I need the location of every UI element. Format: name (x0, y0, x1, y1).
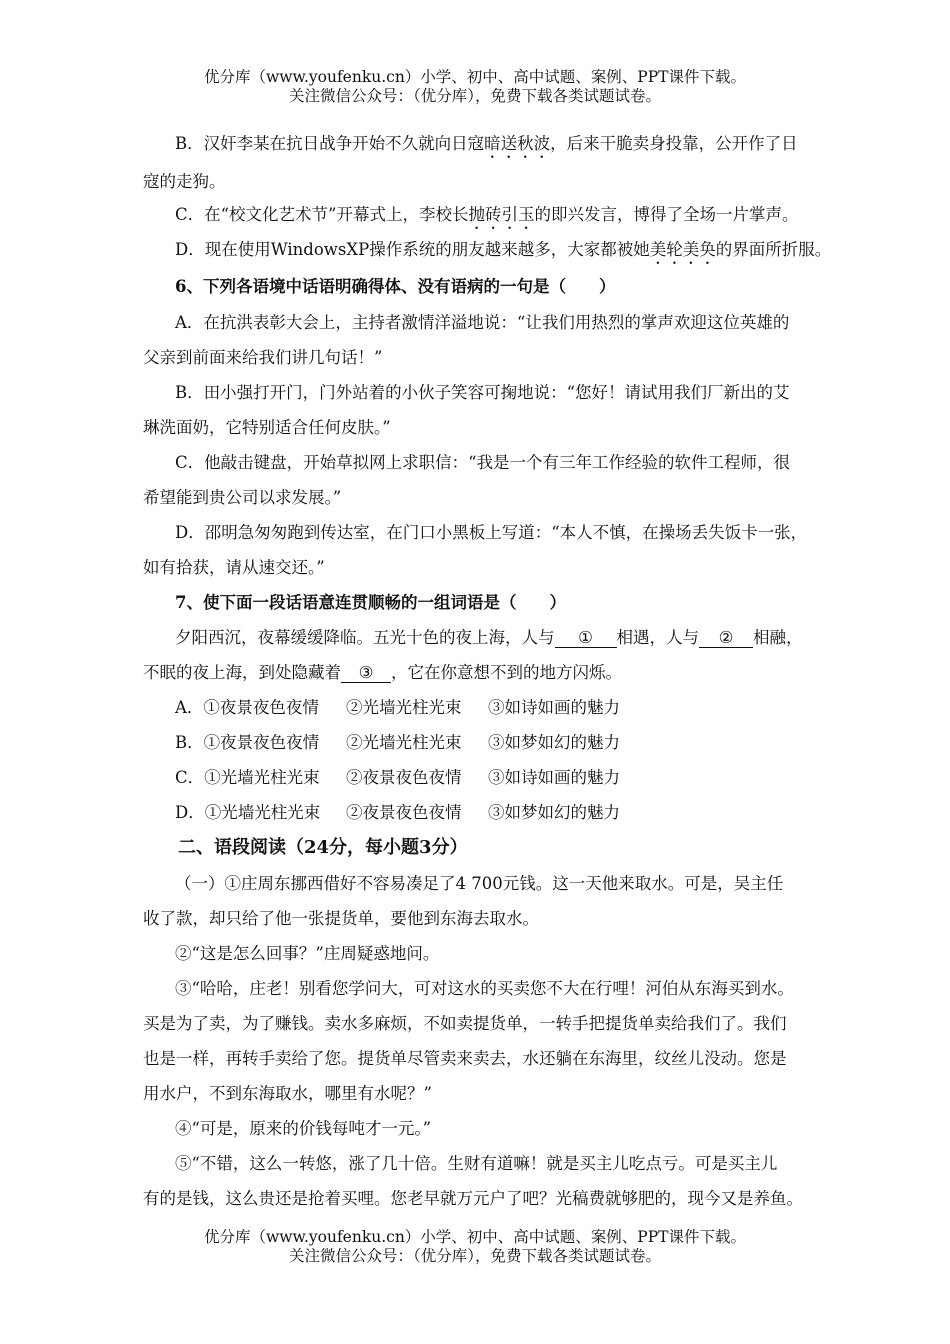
passage-para-4: ④“可是，原来的价钱每吨才一元。” (175, 1119, 432, 1138)
q6-option-d: D．邵明急匆匆跑到传达室，在门口小黑板上写道：“本人不慎，在操场丢失饭卡一张， (175, 523, 808, 542)
q6-option-b-cont: 琳洗面奶，它特别适合任何皮肤。” (143, 418, 391, 437)
blank-3: ③ (341, 663, 391, 683)
page-footer (0, 1228, 950, 1266)
passage-para-3: ③“哈哈，庄老！别看您学问大，可对这水的买卖您不大在行哩！河伯从东海买到水。 (175, 979, 794, 998)
footer-line-1: 优分库（www.youfenku.cn）小学、初中、高中试题、案例、PPT课件下载。 (203, 1228, 747, 1246)
q6-option-d-cont: 如有拾获，请从速交还。” (143, 558, 325, 577)
blank-2: ② (699, 628, 753, 648)
dotted-idiom: 美轮美奂 (649, 240, 716, 259)
section-2-title: 二、语段阅读（24分，每小题3分） (178, 837, 468, 858)
q5-option-b: B．汉奸李某在抗日战争开始不久就向日寇暗送秋波，后来干脆卖身投靠，公开作了日 (175, 134, 798, 153)
passage-para-3-cont-3: 用水户，不到东海取水，哪里有水呢？” (143, 1084, 432, 1103)
q6-option-c: C．他敲击键盘，开始草拟网上求职信：“我是一个有三年工作经验的软件工程师，很 (175, 453, 791, 472)
q6-option-c-cont: 希望能到贵公司以求发展。” (143, 488, 342, 507)
q5-option-d: D．现在使用WindowsXP操作系统的朋友越来越多，大家都被她美轮美奂的界面所折服。 (175, 240, 832, 259)
q6-stem: 6、下列各语境中话语明确得体、没有语病的一句是（ ） (175, 277, 616, 296)
q7-option-a: A．①夜景夜色夜情 ②光墙光柱光束 ③如诗如画的魅力 (175, 698, 620, 717)
passage-para-2: ②“这是怎么回事？”庄周疑惑地问。 (175, 944, 440, 963)
q6-option-b: B．田小强打开门，门外站着的小伙子笑容可掬地说：“您好！请试用我们厂新出的艾 (175, 383, 790, 402)
q7-passage-line-2: 不眠的夜上海，到处隐藏着 ③ ，它在你意想不到的地方闪烁。 (143, 663, 622, 682)
header-line-1: 优分库（www.youfenku.cn）小学、初中、高中试题、案例、PPT课件下载。 (203, 68, 747, 86)
q5-option-c: C．在“校文化艺术节”开幕式上，李校长抛砖引玉的即兴发言，博得了全场一片掌声。 (175, 205, 799, 224)
q7-passage-line-1: 夕阳西沉，夜幕缓缓降临。五光十色的夜上海，人与 ① 相遇，人与 ② 相融， (175, 628, 803, 647)
q7-option-c: C．①光墙光柱光束 ②夜景夜色夜情 ③如诗如画的魅力 (175, 768, 620, 787)
footer-line-2: 关注微信公众号：（优分库），免费下载各类试题试卷。 (288, 1247, 661, 1265)
q5-option-b-cont: 寇的走狗。 (143, 172, 226, 191)
q7-option-d: D．①光墙光柱光束 ②夜景夜色夜情 ③如梦如幻的魅力 (175, 803, 620, 822)
blank-1: ① (555, 628, 617, 648)
passage-para-5: ⑤“不错，这么一转悠，涨了几十倍。生财有道嘛！就是买主儿吃点亏。可是买主儿 (175, 1154, 778, 1173)
q7-stem: 7、使下面一段话语意连贯顺畅的一组词语是（ ） (175, 593, 566, 612)
q6-option-a-cont: 父亲到前面来给我们讲几句话！” (143, 348, 383, 367)
dotted-idiom: 抛砖引玉 (468, 205, 535, 224)
passage-para-5-cont: 有的是钱，这么贵还是抢着买哩。您老早就万元户了吧？光稿费就够肥的，现今又是养鱼。 (143, 1189, 803, 1208)
header-line-2: 关注微信公众号：（优分库），免费下载各类试题试卷。 (288, 87, 661, 105)
dotted-idiom: 暗送秋波 (484, 134, 551, 153)
passage-para-1: （一）①庄周东挪西借好不容易凑足了4 700元钱。这一天他来取水。可是，吴主任 (175, 874, 784, 893)
q6-option-a: A．在抗洪表彰大会上，主持者激情洋溢地说：“让我们用热烈的掌声欢迎这位英雄的 (175, 313, 790, 332)
page-header (0, 68, 950, 106)
passage-para-1-cont: 收了款，却只给了他一张提货单，要他到东海去取水。 (143, 909, 539, 928)
q7-option-b: B．①夜景夜色夜情 ②光墙光柱光束 ③如梦如幻的魅力 (175, 733, 620, 752)
passage-para-3-cont-2: 也是一样，再转手卖给了您。提货单尽管卖来卖去，水还躺在东海里，纹丝儿没动。您是 (143, 1049, 787, 1068)
passage-para-3-cont-1: 买是为了卖，为了赚钱。卖水多麻烦，不如卖提货单，一转手把提货单卖给我们了。我们 (143, 1014, 787, 1033)
